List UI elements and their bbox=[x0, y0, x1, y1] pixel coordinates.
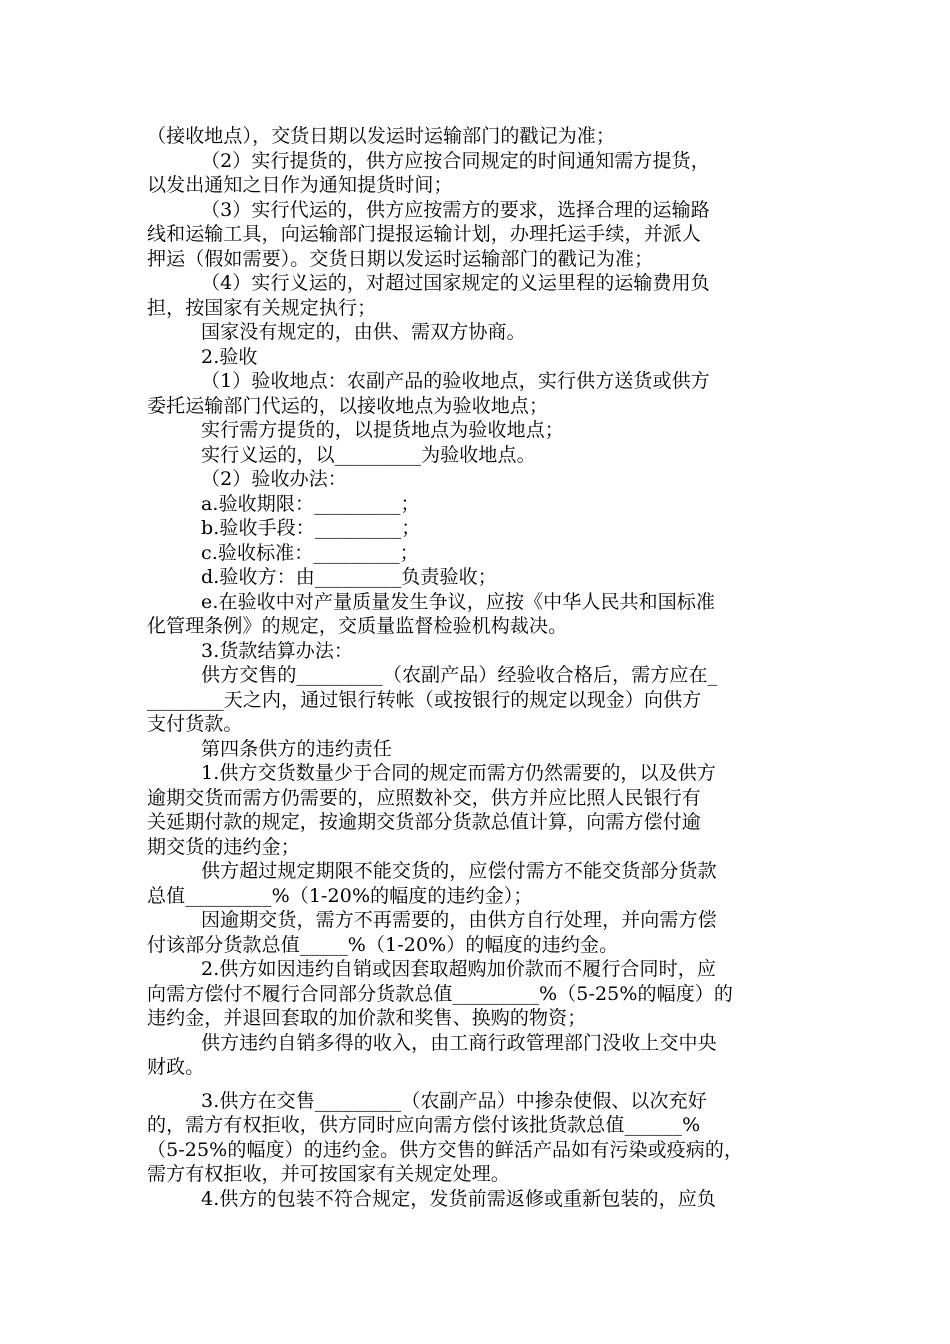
text-line: 逾期交货而需方仍需要的，应照数补交，供方并应比照人民银行有 bbox=[147, 786, 701, 809]
text-line: （2）实行提货的，供方应按合同规定的时间通知需方提货， bbox=[201, 149, 710, 172]
text-line: 供方违约自销多得的收入，由工商行政管理部门没收上交中央 bbox=[201, 1031, 717, 1054]
text-line: 关延期付款的规定，按逾期交货部分货款总值计算，向需方偿付逾 bbox=[147, 811, 701, 833]
text-line: e.在验收中对产量质量发生争议，应按《中华人民共和国标准 bbox=[201, 590, 716, 613]
text-line: 4.供方的包装不符合规定，发货前需返修或重新包装的，应负 bbox=[201, 1187, 716, 1210]
text-line: 总值_________%（1-20%的幅度的违约金）； bbox=[147, 884, 533, 907]
text-line: （2）验收办法： bbox=[201, 468, 347, 490]
text-line: 供方超过规定期限不能交货的，应偿付需方不能交货部分货款 bbox=[201, 860, 717, 882]
text-line: 违约金，并退回套取的加价款和奖售、换购的物资； bbox=[147, 1007, 587, 1029]
text-line: 2.供方如因违约自销或因套取超购加价款而不履行合同时，应 bbox=[201, 958, 716, 980]
text-line: 的，需方有权拒收，供方同时应向需方偿付该批货款总值______% bbox=[147, 1114, 701, 1136]
text-line: （接收地点），交货日期以发运时运输部门的戳记为准； bbox=[147, 125, 616, 147]
text-line: d.验收方：由_________负责验收； bbox=[201, 566, 497, 588]
text-line: b.验收手段：_________； bbox=[201, 517, 421, 539]
text-line: 实行需方提货的，以提货地点为验收地点； bbox=[201, 419, 564, 441]
text-line: 向需方偿付不履行合同部分货款总值_________%（5-25%的幅度）的 bbox=[147, 982, 733, 1005]
text-line: 因逾期交货，需方不再需要的，由供方自行处理，并向需方偿 bbox=[201, 909, 717, 931]
text-line: （4）实行义运的，对超过国家规定的义运里程的运输费用负 bbox=[201, 272, 710, 294]
text-line: 以发出通知之日作为通知提货时间； bbox=[147, 174, 453, 196]
text-line: （5-25%的幅度）的违约金。供方交售的鲜活产品如有污染或疫病的， bbox=[147, 1138, 744, 1161]
text-line: 期交货的违约金； bbox=[147, 835, 300, 858]
text-line: 支付货款。 bbox=[147, 713, 243, 735]
text-line: 实行义运的，以_________为验收地点。 bbox=[201, 443, 536, 466]
text-line: 财政。 bbox=[147, 1056, 205, 1078]
text-line: ________天之内，通过银行转帐（或按银行的规定以现金）向供方 bbox=[147, 688, 702, 711]
text-line: （3）实行代运的，供方应按需方的要求，选择合理的运输路 bbox=[201, 198, 710, 221]
text-line: 需方有权拒收，并可按国家有关规定处理。 bbox=[147, 1163, 510, 1185]
text-line: 线和运输工具，向运输部门提报运输计划，办理托运手续，并派人 bbox=[147, 223, 701, 245]
text-line: 委托运输部门代运的，以接收地点为验收地点； bbox=[147, 394, 549, 417]
text-line: 1.供方交货数量少于合同的规定而需方仍然需要的，以及供方 bbox=[201, 762, 716, 784]
document-body bbox=[147, 124, 807, 1211]
text-line: 供方交售的_________（农副产品）经验收合格后，需方应在_ bbox=[201, 664, 718, 686]
text-line: c.验收标准：_________； bbox=[201, 541, 419, 564]
text-line: 押运（假如需要）。交货日期以发运时运输部门的戳记为准； bbox=[147, 247, 654, 270]
text-line: 化管理条例》的规定，交质量监督检验机构裁决。 bbox=[147, 615, 568, 637]
text-line: 国家没有规定的，由供、需双方协商。 bbox=[201, 321, 526, 343]
text-line: （1）验收地点：农副产品的验收地点，实行供方送货或供方 bbox=[201, 370, 710, 392]
text-line: 付该部分货款总值_____%（1-20%）的幅度的违约金。 bbox=[147, 933, 619, 956]
text-line: a.验收期限：_________； bbox=[201, 492, 420, 515]
text-line: 担，按国家有关规定执行； bbox=[147, 296, 377, 319]
text-line: 2.验收 bbox=[201, 345, 258, 368]
text-line: 3.供方在交售_________（农副产品）中掺杂使假、以次充好 bbox=[201, 1089, 707, 1112]
text-line: 3.货款结算办法： bbox=[201, 639, 354, 662]
text-line: 第四条供方的违约责任 bbox=[201, 737, 393, 760]
